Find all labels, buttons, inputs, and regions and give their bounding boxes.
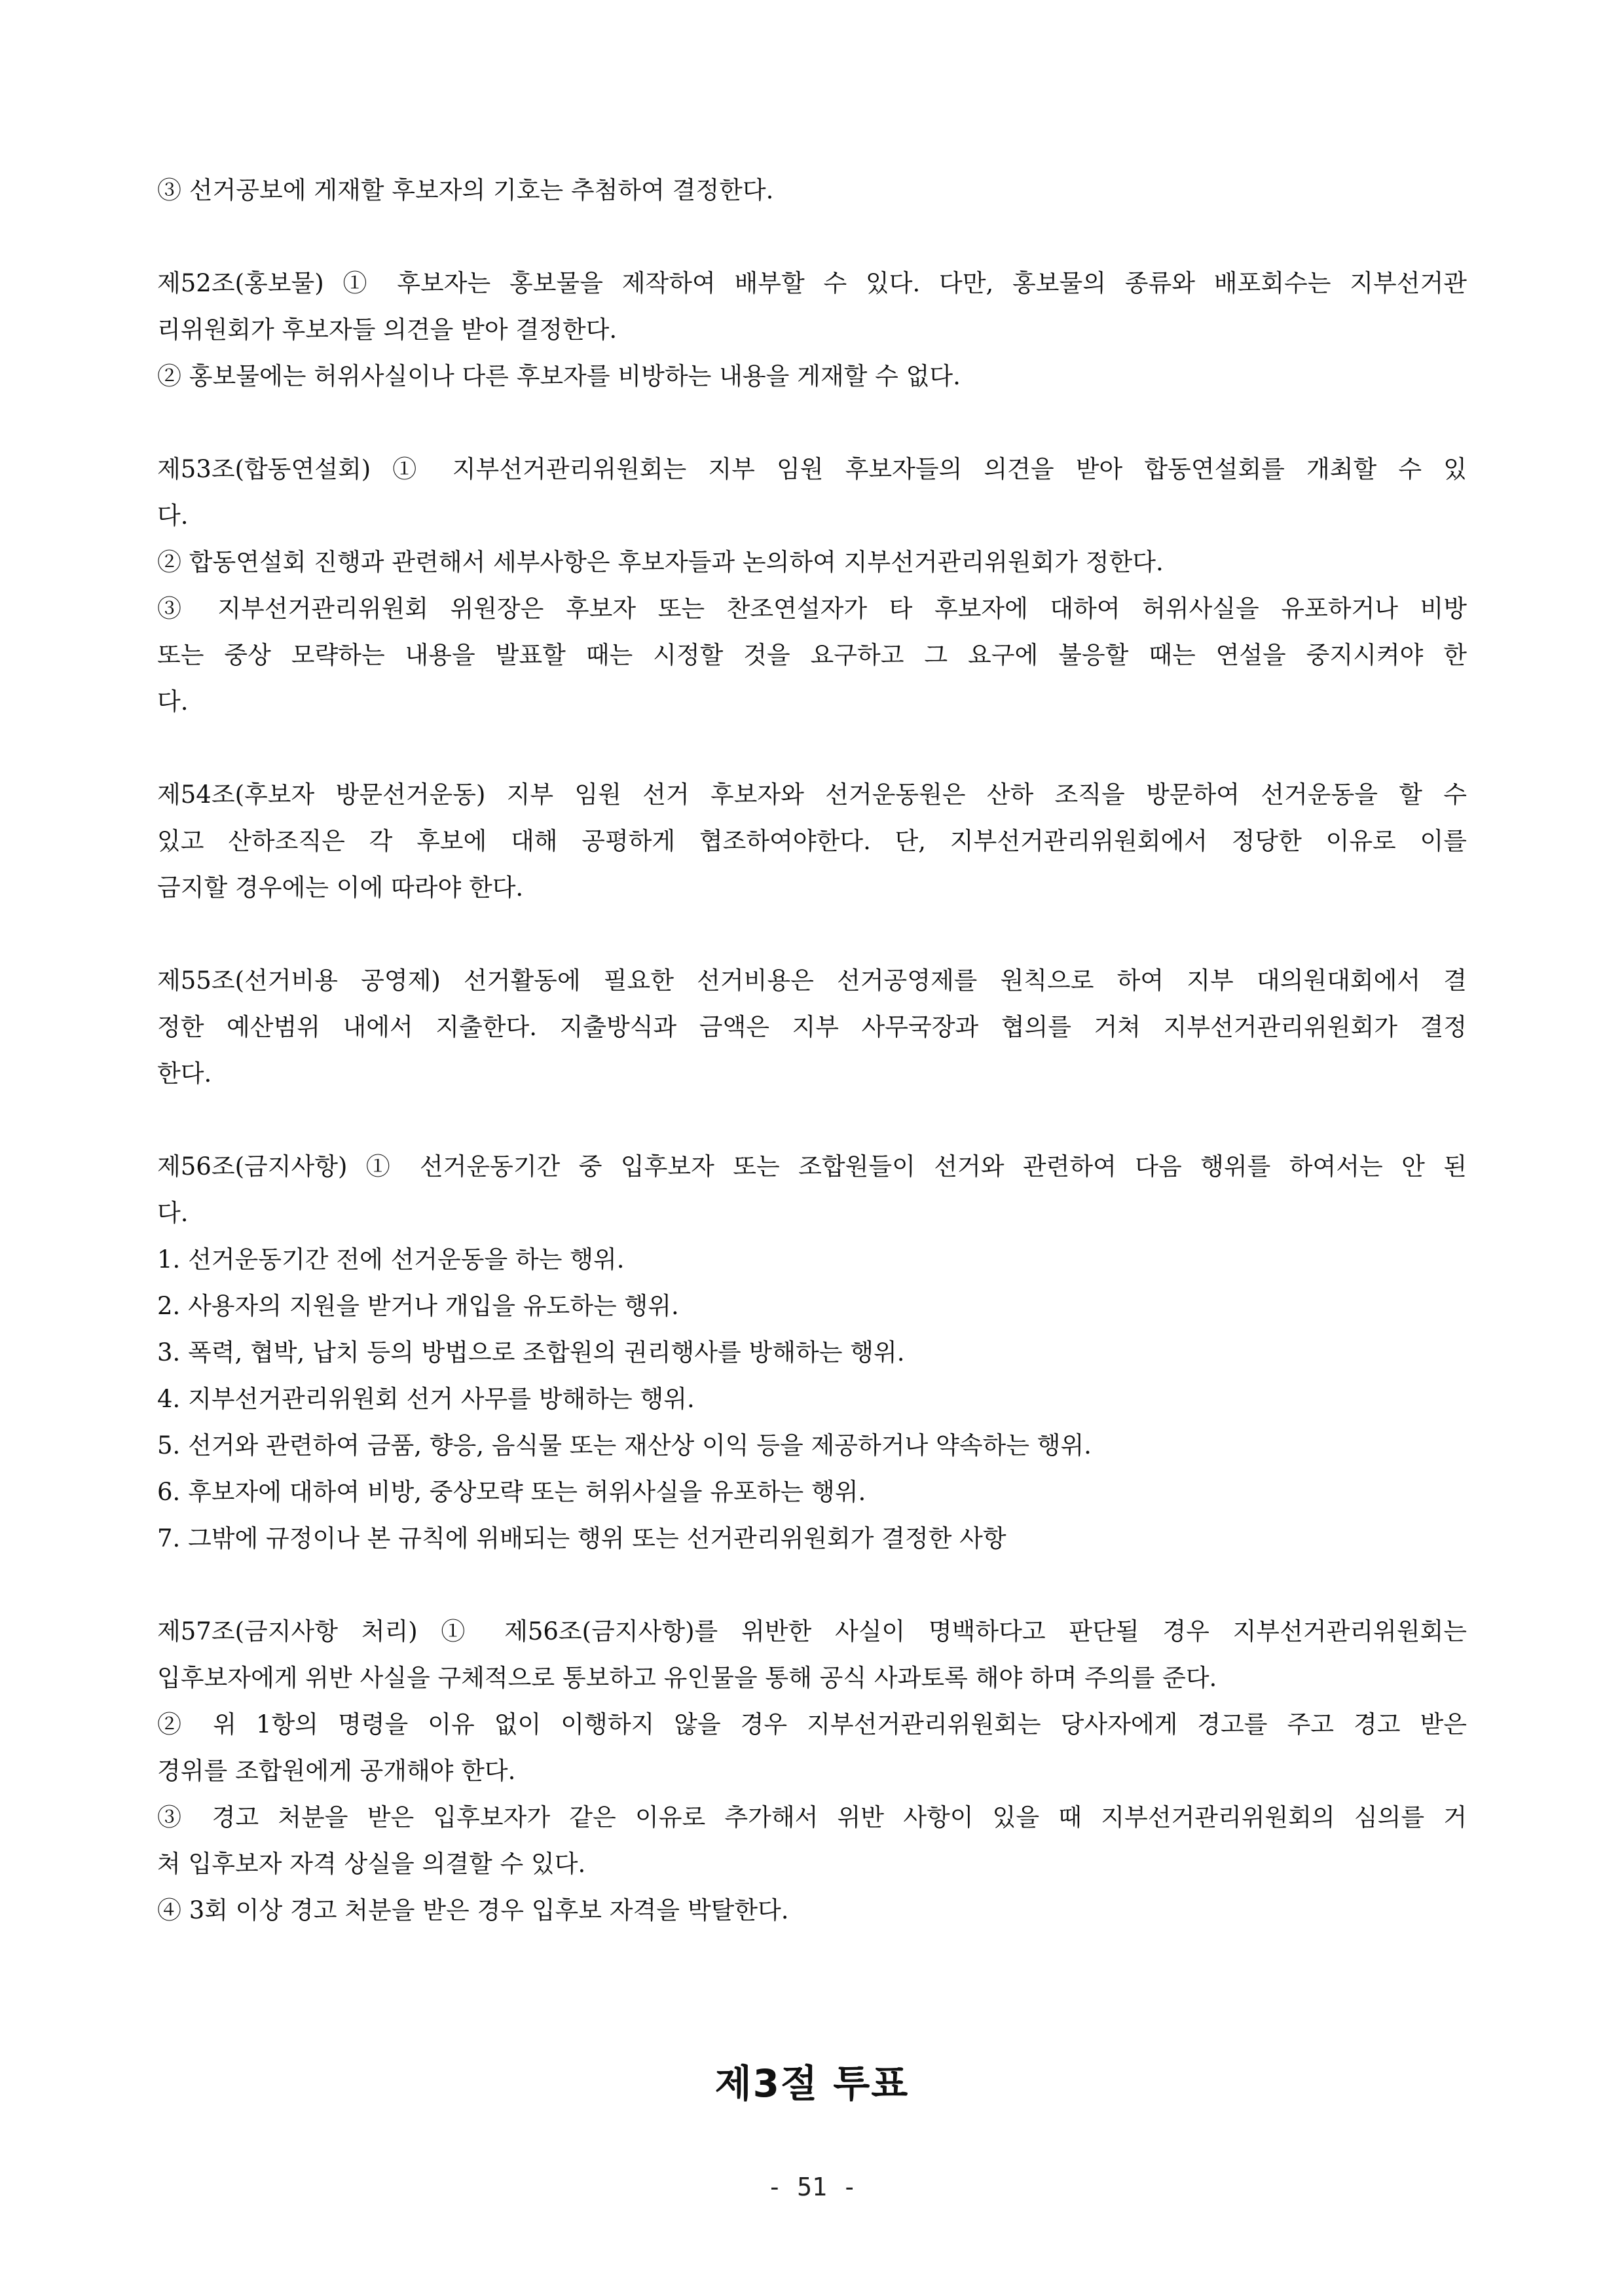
text-line: 제54조(후보자 방문선거운동) 지부 임원 선거 후보자와 선거운동원은 산하 조직을 방문하여 선거운동을 할 수 [157, 780, 1467, 809]
text-line: 다. [157, 502, 189, 530]
text-line: 쳐 입후보자 자격 상실을 의결할 수 있다. [157, 1850, 586, 1878]
text-line: 제52조(홍보물) ① 후보자는 홍보물을 제작하여 배부할 수 있다. 다만, 홍보물의 종류와 배포회수는 지부선거관 [157, 269, 1467, 297]
paragraph-gap [157, 911, 1467, 957]
text-line: 3. 폭력, 협박, 납치 등의 방법으로 조합원의 권리행사를 방해하는 행위. [157, 1338, 905, 1367]
text-line: 또는 중상 모략하는 내용을 발표할 때는 시정할 것을 요구하고 그 요구에 불응할 때는 연설을 중지시켜야 한 [157, 641, 1467, 669]
article-block [157, 167, 1467, 213]
text-line: 다. [157, 688, 189, 716]
article-block [157, 771, 1467, 911]
text-line: 5. 선거와 관련하여 금품, 향응, 음식물 또는 재산상 이익 등을 제공하거나 약속하는 행위. [157, 1431, 1092, 1460]
text-line: ② 합동연설회 진행과 관련해서 세부사항은 후보자들과 논의하여 지부선거관리위원회가 정한다. [157, 548, 1164, 576]
text-line: ② 홍보물에는 허위사실이나 다른 후보자를 비방하는 내용을 게재할 수 없다. [157, 362, 961, 390]
text-line: 입후보자에게 위반 사실을 구체적으로 통보하고 유인물을 통해 공식 사과토록 해야 하며 주의를 준다. [157, 1664, 1217, 1692]
text-line: ④ 3회 이상 경고 처분을 받은 경우 입후보 자격을 박탈한다. [157, 1896, 789, 1924]
text-line: 제53조(합동연설회) ① 지부선거관리위원회는 지부 임원 후보자들의 의견을 받아 합동연설회를 개최할 수 있 [157, 455, 1467, 483]
text-line: 다. [157, 1199, 189, 1227]
text-line: 리위원회가 후보자들 의견을 받아 결정한다. [157, 316, 618, 344]
article-block [157, 957, 1467, 1097]
text-line: 제57조(금지사항 처리) ① 제56조(금지사항)를 위반한 사실이 명백하다고 판단될 경우 지부선거관리위원회는 [157, 1617, 1467, 1645]
paragraph-gap [157, 725, 1467, 771]
text-line: 정한 예산범위 내에서 지출한다. 지출방식과 금액은 지부 사무국장과 협의를 거쳐 지부선거관리위원회가 결정 [157, 1013, 1467, 1041]
text-line: 2. 사용자의 지원을 받거나 개입을 유도하는 행위. [157, 1292, 679, 1320]
text-line: 경위를 조합원에게 공개해야 한다. [157, 1757, 516, 1785]
paragraph-gap [157, 399, 1467, 446]
section-title: 제3절 투표 [714, 2061, 910, 2106]
article-block [157, 1143, 1467, 1562]
text-line: ③ 경고 처분을 받은 입후보자가 같은 이유로 추가해서 위반 사항이 있을 때 지부선거관리위원회의 심의를 거 [157, 1803, 1467, 1831]
paragraph-gap [157, 1097, 1467, 1143]
page-number: - 51 - [767, 2173, 857, 2201]
text-line: 있고 산하조직은 각 후보에 대해 공평하게 협조하여야한다. 단, 지부선거관리위원회에서 정당한 이유로 이를 [157, 827, 1467, 855]
text-line: 제55조(선거비용 공영제) 선거활동에 필요한 선거비용은 선거공영제를 원칙으로 하여 지부 대의원대회에서 결 [157, 966, 1467, 995]
document-body [157, 167, 1467, 1934]
text-line: 금지할 경우에는 이에 따라야 한다. [157, 873, 524, 902]
text-line: 7. 그밖에 규정이나 본 규칙에 위배되는 행위 또는 선거관리위원회가 결정한 사항 [157, 1524, 1006, 1552]
text-line: 제56조(금지사항) ① 선거운동기간 중 입후보자 또는 조합원들이 선거와 관련하여 다음 행위를 하여서는 안 된 [157, 1152, 1467, 1181]
text-line: 4. 지부선거관리위원회 선거 사무를 방해하는 행위. [157, 1385, 695, 1413]
article-block [157, 260, 1467, 399]
article-block [157, 446, 1467, 725]
text-line: ② 위 1항의 명령을 이유 없이 이행하지 않을 경우 지부선거관리위원회는 당사자에게 경고를 주고 경고 받은 [157, 1710, 1467, 1738]
text-line: 한다. [157, 1059, 212, 1088]
text-line: ③ 지부선거관리위원회 위원장은 후보자 또는 찬조연설자가 타 후보자에 대하여 허위사실을 유포하거나 비방 [157, 595, 1467, 623]
text-line: 6. 후보자에 대하여 비방, 중상모략 또는 허위사실을 유포하는 행위. [157, 1478, 866, 1506]
paragraph-gap [157, 213, 1467, 260]
paragraph-gap [157, 1562, 1467, 1608]
article-block [157, 1608, 1467, 1934]
text-line: 1. 선거운동기간 전에 선거운동을 하는 행위. [157, 1245, 625, 1274]
text-line: ③ 선거공보에 게재할 후보자의 기호는 추첨하여 결정한다. [157, 176, 774, 204]
